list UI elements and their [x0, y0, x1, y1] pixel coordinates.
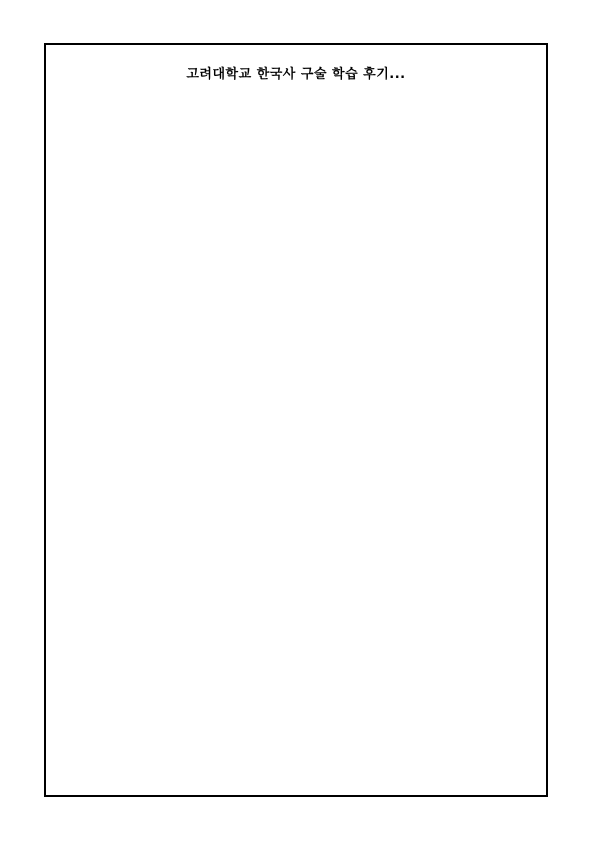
paragraph-line — [58, 613, 534, 631]
paragraph — [58, 541, 534, 631]
paragraph-line — [58, 683, 534, 701]
paragraph-line — [58, 435, 534, 453]
paragraph-line — [58, 115, 534, 133]
paragraph-line — [58, 221, 534, 239]
paragraph-line — [58, 381, 534, 399]
paragraph-line — [58, 701, 534, 719]
paragraph-line — [58, 257, 534, 275]
paragraph-line — [58, 293, 534, 311]
paragraph-line — [58, 507, 534, 525]
document-title: 고려대학교 한국사 구술 학습 후기... — [186, 67, 406, 82]
paragraph-line — [58, 329, 534, 347]
document-body — [58, 97, 534, 753]
paragraph — [58, 647, 534, 737]
paragraph-line — [58, 471, 534, 489]
paragraph — [58, 363, 534, 525]
paragraph-line — [58, 719, 534, 737]
paragraph-line — [58, 453, 534, 471]
paragraph — [58, 185, 534, 347]
paragraph-line — [58, 647, 534, 665]
paragraph-line — [58, 239, 534, 257]
paragraph-line — [58, 665, 534, 683]
paragraph-line — [58, 97, 534, 115]
paragraph — [58, 97, 534, 169]
paragraph-line — [58, 151, 534, 169]
paragraph-line — [58, 133, 534, 151]
paragraph-line — [58, 363, 534, 381]
paragraph-line — [58, 203, 534, 221]
paragraph-line — [58, 311, 534, 329]
paragraph-line — [58, 541, 534, 559]
paragraph-line — [58, 399, 534, 417]
paragraph-line — [58, 489, 534, 507]
paragraph-line — [58, 185, 534, 203]
paragraph-line — [58, 559, 534, 577]
paragraph-line — [58, 275, 534, 293]
paragraph-line — [58, 577, 534, 595]
document-frame — [44, 43, 548, 797]
paragraph-line — [58, 417, 534, 435]
paragraph-line — [58, 595, 534, 613]
